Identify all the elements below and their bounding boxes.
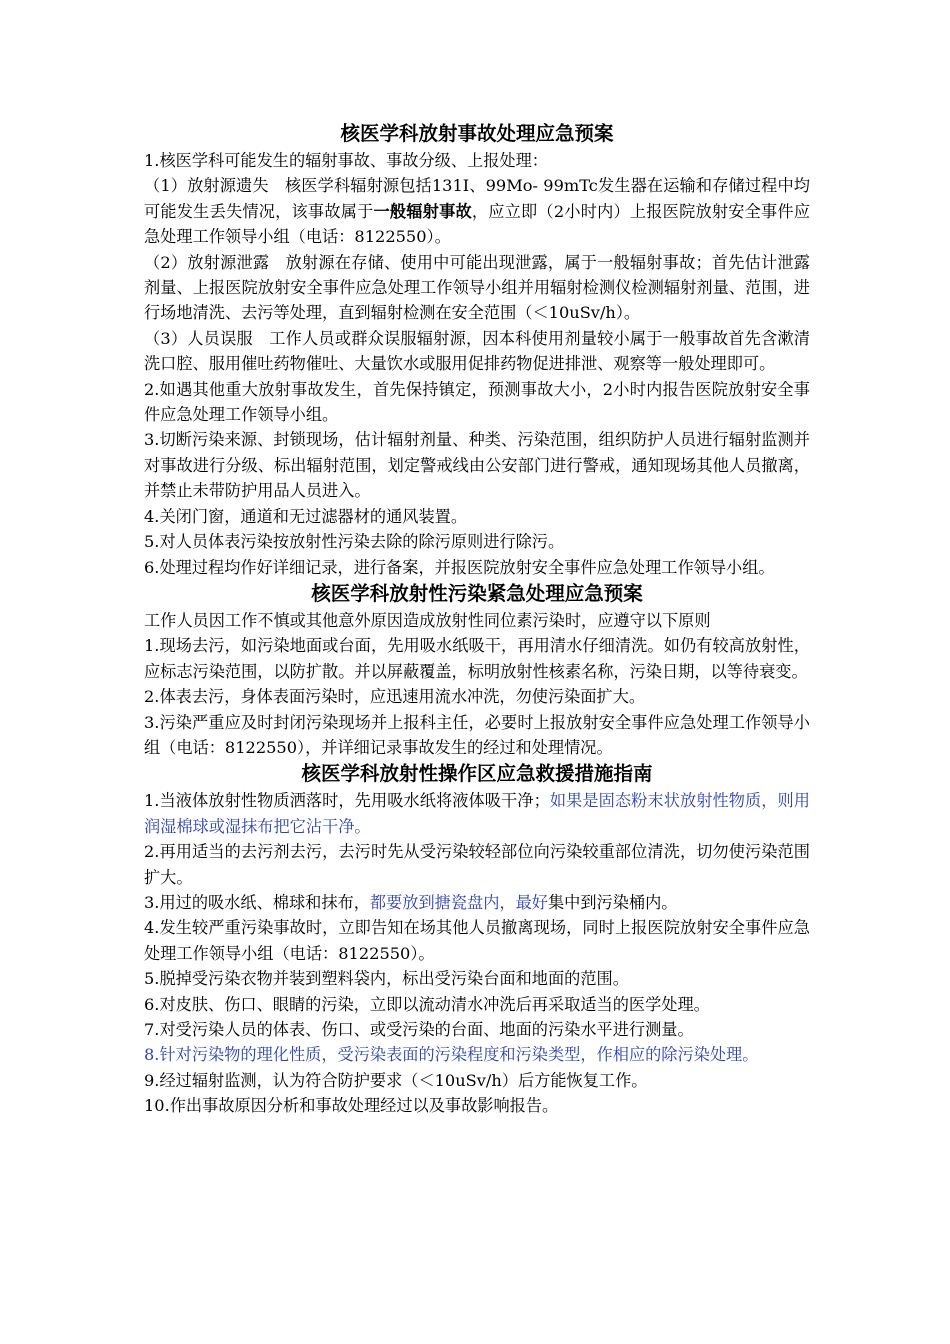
document-page <box>144 120 810 1119</box>
paragraph: 3.污染严重应及时封闭污染现场并上报科主任，必要时上报放射安全事件应急处理工作领导小组（电话：8122550），并详细记录事故发生的经过和处理情况。 <box>144 712 810 757</box>
paragraph: （2）放射源泄露 放射源在存储、使用中可能出现泄露，属于一般辐射事故；首先估计泄露剂量、上报医院放射安全事件应急处理工作领导小组并用辐射检测仪检测辐射剂量、范围，进行场地清洗、去污等处理，直到辐射检测在安全范围（＜10uSv/h）。 <box>144 252 810 323</box>
paragraph: 工作人员因工作不慎或其他意外原因造成放射性同位素污染时，应遵守以下原则 <box>144 610 711 630</box>
highlighted-text: 如果是固态粉末状放射性物质，则用润湿棉球或湿抹布把它沾干净。 <box>144 791 810 836</box>
paragraph: 2.体表去污，身体表面污染时，应迅速用流水冲洗，勿使污染面扩大。 <box>144 687 646 707</box>
section-title-contamination: 核医学科放射性污染紧急处理应急预案 <box>311 581 643 605</box>
paragraph: （3）人员误服 工作人员或群众误服辐射源，因本科使用剂量较小属于一般事故首先含漱清洗口腔、服用催吐药物催吐、大量饮水或服用促排药物促进排泄、观察等一般处理即可。 <box>144 328 810 374</box>
highlighted-text: 都要放到搪瓷盘内，最好 <box>369 892 548 912</box>
paragraph: 1.核医学科可能发生的辐射事故、事故分级、上报处理： <box>144 151 548 170</box>
section-title-accident: 核医学科放射事故处理应急预案 <box>340 122 614 145</box>
paragraph: 6.对皮肤、伤口、眼睛的污染，立即以流动清水冲洗后再采取适当的医学处理。 <box>144 994 710 1014</box>
paragraph: 5.脱掉受污染衣物并装到塑料袋内，标出受污染台面和地面的范围。 <box>144 969 629 989</box>
paragraph: 6.处理过程均作好详细记录，进行备案，并报医院放射安全事件应急处理工作领导小组。 <box>144 557 775 577</box>
section-title-rescue: 核医学科放射性操作区应急救援措施指南 <box>301 762 653 786</box>
text-span: ，应立即（2小时内）上报医院放射安全事件应急处理工作领导小组（电话：8122550）。 <box>144 201 811 247</box>
paragraph: 7.对受污染人员的体表、伤口、或受污染的台面、地面的污染水平进行测量。 <box>144 1020 694 1039</box>
paragraph <box>144 788 810 839</box>
text-span: 3.用过的吸水纸、棉球和抹布， <box>144 892 370 912</box>
text-span: （1）放射源遗失 核医学科辐射源包括131I、99Mo- 99mTc发生器在运输和存储过程中均可能发生丢失情况，该事故属于 <box>144 176 810 221</box>
paragraph-highlighted: 8.针对污染物的理化性质，受污染表面的污染程度和污染类型，作相应的除污染处理。 <box>144 1045 759 1065</box>
paragraph: 3.切断污染来源、封锁现场，估计辐射剂量、种类、污染范围，组织防护人员进行辐射监测并对事故进行分级、标出辐射范围，划定警戒线由公安部门进行警戒，通知现场其他人员撤离，并禁止未带防护用品人员进入。 <box>144 430 810 501</box>
paragraph: 10.作出事故原因分析和事故处理经过以及事故影响报告。 <box>144 1096 559 1116</box>
paragraph: 4.发生较严重污染事故时，立即告知在场其他人员撤离现场，同时上报医院放射安全事件应急处理工作领导小组（电话：8122550）。 <box>144 918 810 963</box>
paragraph: 5.对人员体表污染按放射性污染去除的除污原则进行除污。 <box>144 532 565 552</box>
paragraph: 9.经过辐射监测，认为符合防护要求（＜10uSv/h）后方能恢复工作。 <box>144 1070 648 1090</box>
paragraph: 2.再用适当的去污剂去污，去污时先从受污染较轻部位向污染较重部位清洗，切勿使污染范围扩大。 <box>144 842 810 887</box>
paragraph <box>144 890 810 915</box>
paragraph: 1.现场去污，如污染地面或台面，先用吸水纸吸干，再用清水仔细清洗。如仍有较高放射性，应标志污染范围，以防扩散。并以屏蔽覆盖，标明放射性核素名称，污染日期，以等待衰变。 <box>144 636 810 681</box>
paragraph: 2.如遇其他重大放射事故发生，首先保持镇定，预测事故大小，2小时内报告医院放射安全事件应急处理工作领导小组。 <box>144 379 810 425</box>
paragraph: 4.关闭门窗，通道和无过滤器材的通风装置。 <box>144 506 468 526</box>
text-span: 1.当液体放射性物质洒落时，先用吸水纸将液体吸干净； <box>144 791 550 811</box>
text-span: 集中到污染桶内。 <box>547 892 678 912</box>
paragraph <box>144 173 810 249</box>
emphasis-text: 一般辐射事故 <box>373 201 472 221</box>
